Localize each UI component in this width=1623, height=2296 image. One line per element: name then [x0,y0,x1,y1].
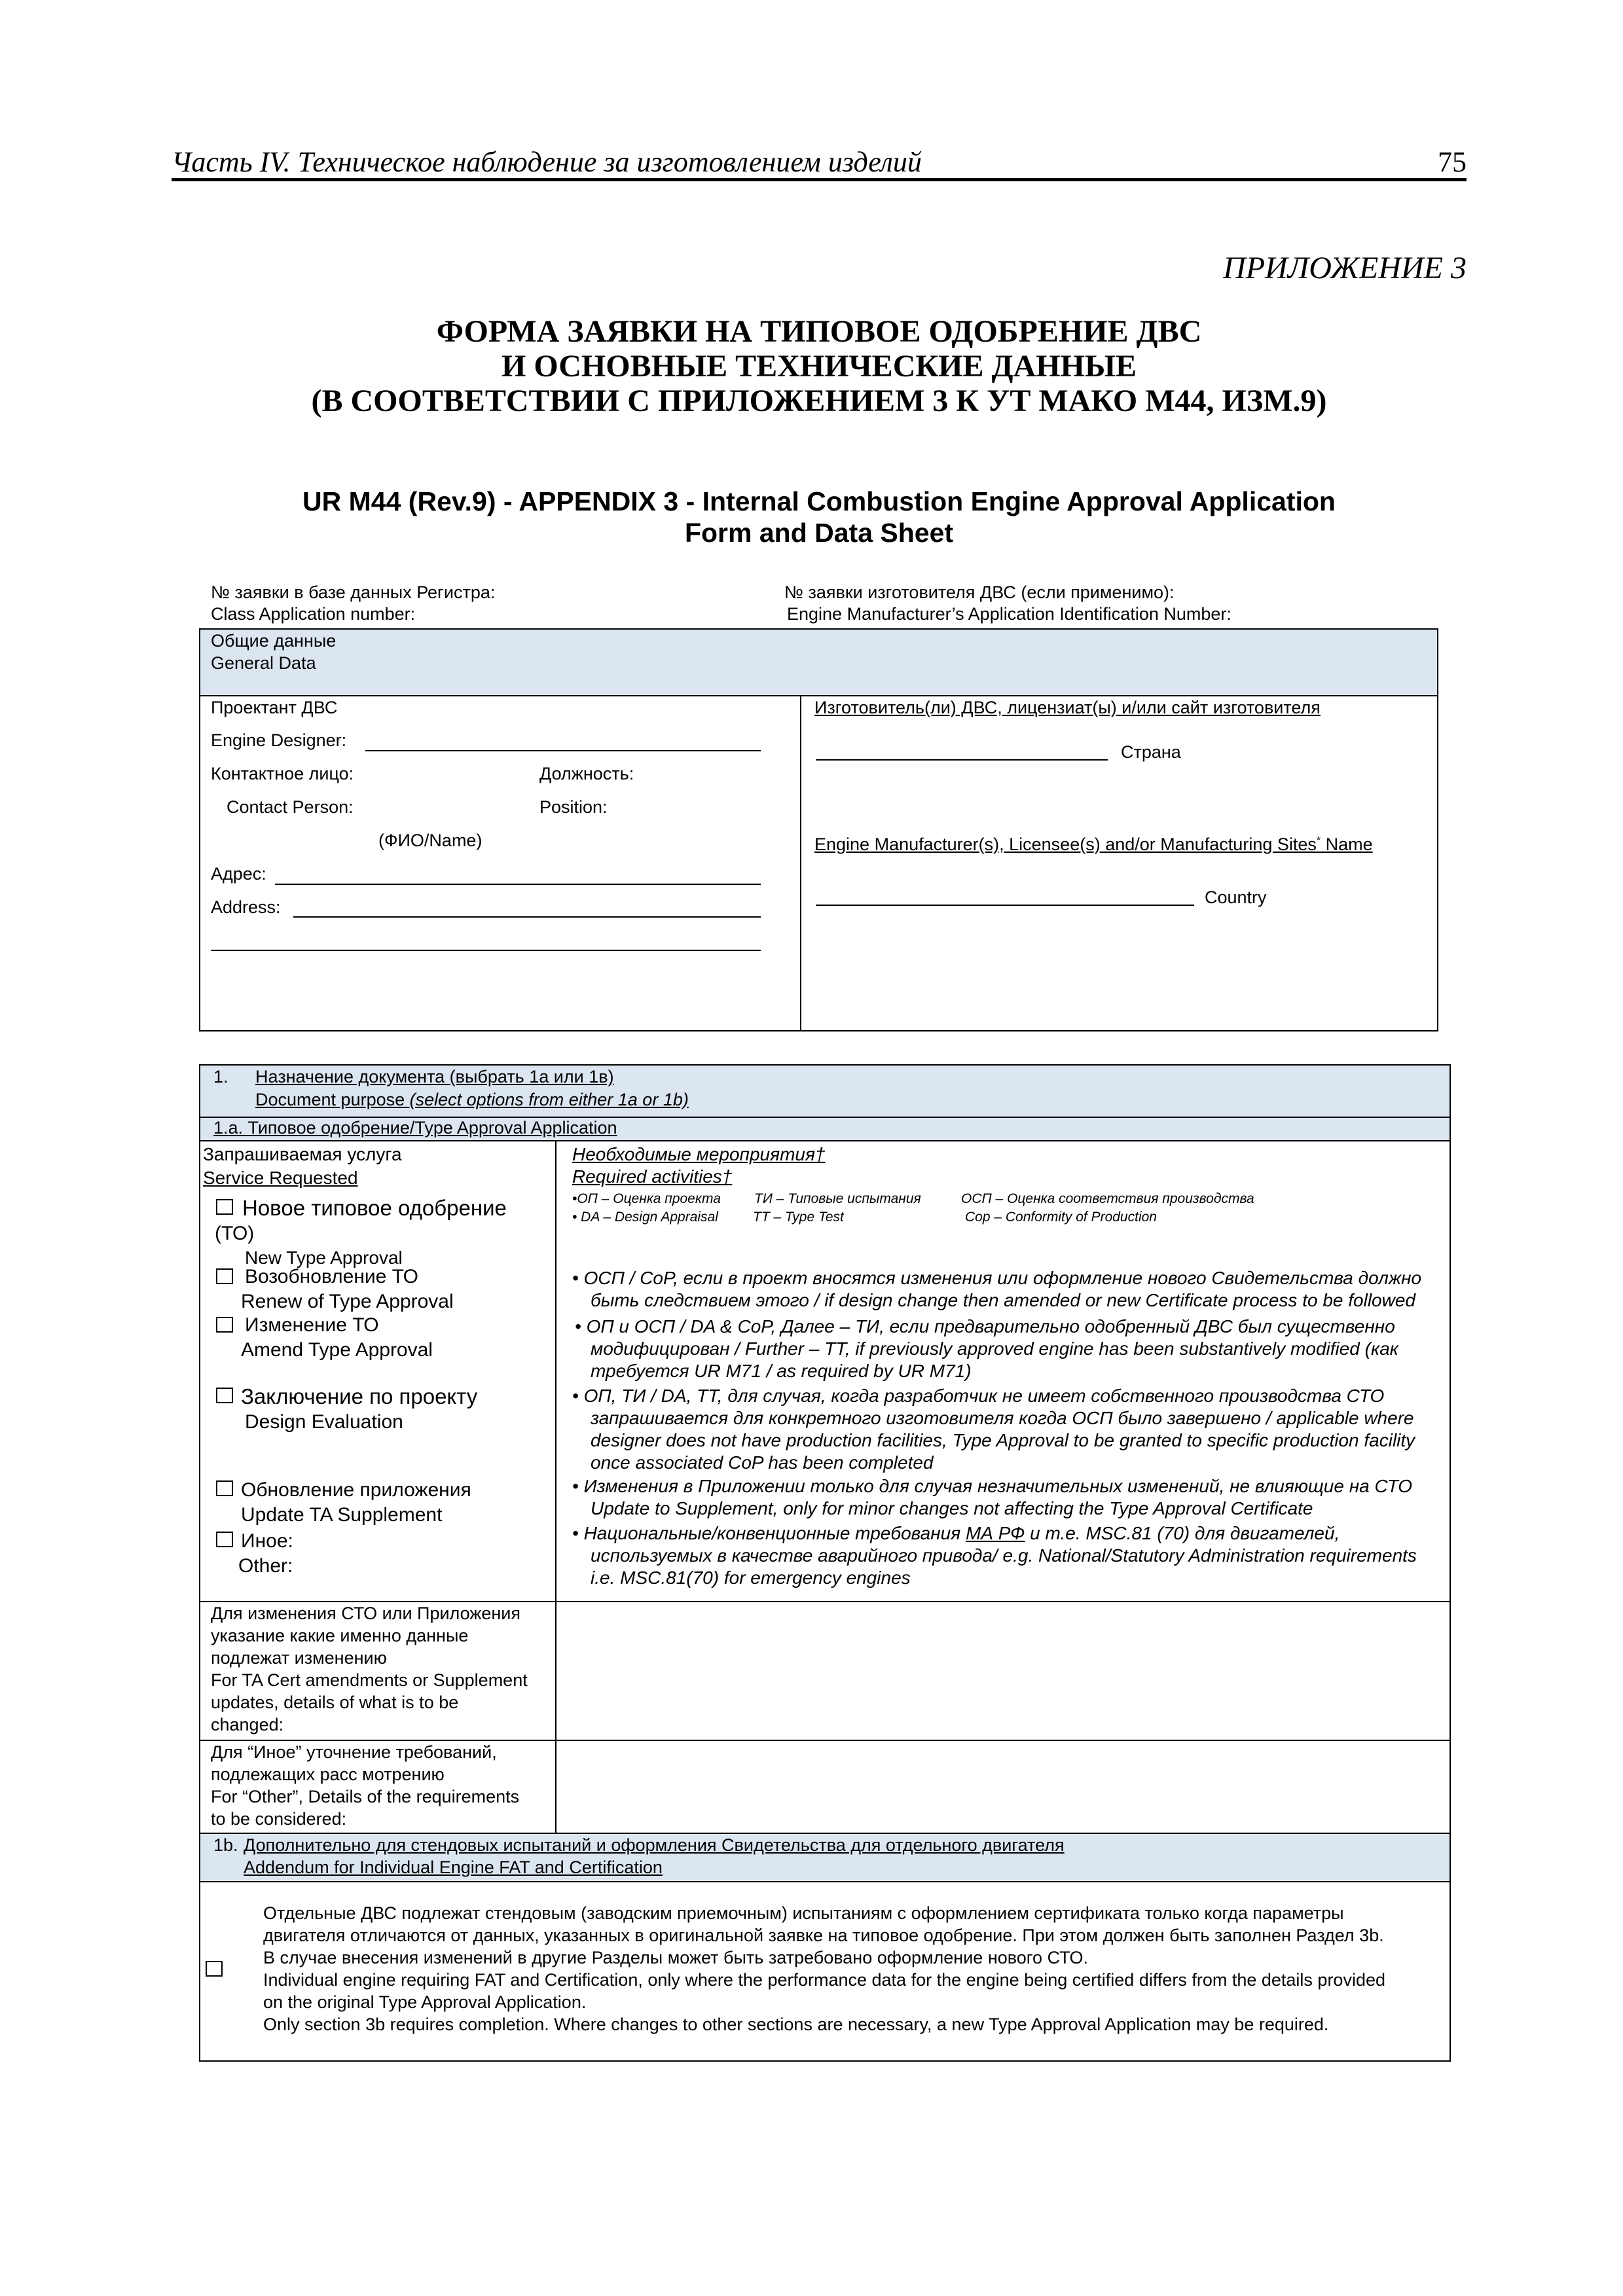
position-label-ru: Должность: [539,764,634,783]
individual-engine-fat-checkbox[interactable] [206,1961,223,1977]
activity-2-line3: требуется UR M71 / as required by UR M71) [591,1361,972,1381]
activity-3-line4: once associated CoP has been completed [591,1452,934,1473]
address-field-3[interactable] [211,950,761,951]
activity-3-line3: designer does not have production facilities, Type Approval to be granted to specific production facility [591,1430,1415,1450]
manufacturer-application-ru: № заявки изготовителя ДВС (если применимо): [784,583,1175,602]
update-supplement-checkbox[interactable] [216,1480,233,1496]
new-type-approval-ru: Новое типовое одобрение [242,1196,507,1220]
designer-label-ru: Проектант ДВС [211,698,338,717]
activity-5-line2: используемых в качестве аварийного привода/ e.g. National/Statutory Administration requirements [591,1545,1417,1566]
address-field-2[interactable] [293,916,761,918]
section1b-title-en: Addendum for Individual Engine FAT and Certification [244,1857,663,1877]
address-label-ru: Адрес: [211,864,266,884]
title-en [172,486,1467,548]
section1-purpose-ru: Назначение документа (выбрать 1а или 1в) [255,1067,614,1086]
renew-type-approval-ru: Возобновление ТО [245,1266,418,1287]
manufacturer-application-en: Engine Manufacturer’s Application Identification Number: [787,604,1231,624]
renew-type-approval-checkbox[interactable] [216,1268,233,1284]
page-number: 75 [1438,146,1467,178]
section1-number: 1. [213,1067,228,1086]
abbr-cop-en: Cop – Conformity of Production [965,1210,1157,1225]
new-type-approval-ru2: (ТО) [215,1223,255,1244]
section1b-title-ru: Дополнительно для стендовых испытаний и оформления Свидетельства для отдельного двигателя [244,1835,1065,1855]
new-type-approval-en: New Type Approval [245,1247,403,1268]
update-supplement-en: Update TA Supplement [241,1504,443,1526]
amend-type-approval-ru: Изменение ТО [245,1314,379,1336]
new-type-approval-checkbox[interactable] [216,1199,233,1215]
activity-5-line1: • Национальные/конвенционные требования МА РФ и т.е. MSC.81 (70) для двигателей, [572,1523,1340,1543]
general-data-header-en: General Data [211,653,316,673]
header-rule [172,178,1467,181]
activity-1-line2: быть следствием этого / if design change then amended or new Certificate process to be followed [591,1290,1415,1310]
manufacturer-label-ru: Изготовитель(ли) ДВС, лицензиат(ы) и/или сайт изготовителя [814,698,1321,717]
section1a-header: 1.a. Типовое одобрение/Type Approval Application [213,1118,617,1138]
address-label-en: Address: [211,897,281,917]
title-ru [172,314,1467,418]
title-en-line1: UR M44 (Rev.9) - APPENDIX 3 - Internal Combustion Engine Approval Application [302,486,1336,516]
country-label-ru: Страна [1121,742,1181,762]
activity-1-line1: • ОСП / CoP, если в проект вносятся изменения или оформление нового Свидетельства должно [572,1268,1422,1288]
other-details-label: Для “Иное” уточнение требований, подлежащих расс мотрению For “Other”, Details of the requirements to be considered: [211,1742,520,1829]
design-evaluation-checkbox[interactable] [216,1388,233,1403]
address-field-1[interactable] [275,884,761,885]
title-en-line2: Form and Data Sheet [684,518,954,548]
required-activities-ru: Необходимые мероприятия† [572,1144,826,1164]
activity-4-line2: Update to Supplement, only for minor changes not affecting the Type Approval Certificate [591,1498,1313,1518]
amend-details-label: Для изменения СТО или Приложения указание какие именно данные подлежат изменению For TA Cert amendments or Supplement updates, details of what is to be changed: [211,1604,528,1734]
other-ru: Иное: [241,1530,293,1552]
abbr-tt-en: TT – Type Test [753,1210,844,1225]
general-data-header-ru: Общие данные [211,631,337,651]
design-evaluation-en: Design Evaluation [245,1411,403,1433]
abbr-da-en: • DA – Design Appraisal [572,1210,718,1225]
manufacturer-country-field[interactable] [816,759,1108,761]
amend-type-approval-checkbox[interactable] [216,1317,233,1333]
abbr-da-ru: •ОП – Оценка проекта [572,1191,721,1206]
update-supplement-ru: Обновление приложения [241,1479,471,1501]
activity-5-line3: i.e. MSC.81(70) for emergency engines [591,1568,911,1588]
design-evaluation-ru: Заключение по проекту [241,1384,478,1408]
section1-purpose-en: Document purpose (select options from either 1a or 1b) [255,1090,689,1109]
service-requested-ru: Запрашиваемая услуга [203,1144,402,1164]
activity-3-line1: • ОП, ТИ / DA, TT, для случая, когда разработчик не имеет собственного производства СТО [572,1386,1385,1406]
activity-3-line2: запрашивается для конкретного изготовителя когда ОСП было завершено / applicable where [591,1408,1414,1428]
abbr-cop-ru: ОСП – Оценка соответствия производства [961,1191,1254,1206]
manufacturer-name-field[interactable] [816,905,1194,906]
service-requested-en: Service Requested [203,1168,358,1188]
name-hint: (ФИО/Name) [378,831,483,850]
title-ru-line3: (В СООТВЕТСТВИИ С ПРИЛОЖЕНИЕМ 3 К УТ МАКО М44, ИЗМ.9) [311,384,1327,418]
renew-type-approval-en: Renew of Type Approval [241,1291,454,1312]
running-title: Часть IV. Техническое наблюдение за изготовлением изделий [172,146,922,178]
general-data-header [200,630,1437,695]
activity-2-line1: • ОП и ОСП / DA & CoP, Далее – ТИ, если предварительно одобренный ДВС был существенно [575,1316,1395,1336]
other-en: Other: [238,1555,293,1577]
other-details-field[interactable] [558,1742,1448,1831]
appendix-label: ПРИЛОЖЕНИЕ 3 [1223,251,1467,285]
other-checkbox[interactable] [216,1532,233,1547]
title-ru-line2: И ОСНОВНЫЕ ТЕХНИЧЕСКИЕ ДАННЫЕ [501,349,1137,384]
manufacturer-label-en: Engine Manufacturer(s), Licensee(s) and/or Manufacturing Sites* Name [814,834,1373,854]
activity-2-line2: модифицирован / Further – TT, if previously approved engine has been substantively modified (как [591,1338,1398,1359]
required-activities-en: Required activities† [572,1166,733,1187]
activity-4-line1: • Изменения в Приложении только для случая незначительных изменений, не влияющие на СТО [572,1476,1413,1496]
amend-details-field[interactable] [558,1604,1448,1738]
class-application-ru: № заявки в базе данных Регистра: [211,583,496,602]
designer-field[interactable] [365,750,761,751]
section1b-number: 1b. [213,1835,238,1855]
class-application-en: Class Application number: [211,604,416,624]
contact-label-ru: Контактное лицо: [211,764,354,783]
amend-type-approval-en: Amend Type Approval [241,1339,433,1361]
title-ru-line1: ФОРМА ЗАЯВКИ НА ТИПОВОЕ ОДОБРЕНИЕ ДВС [436,314,1202,349]
position-label-en: Position: [539,797,608,817]
country-label-en: Country [1205,888,1267,907]
contact-label-en: Contact Person: [227,797,354,817]
abbr-tt-ru: ТИ – Типовые испытания [754,1191,921,1206]
fat-description: Отдельные ДВС подлежат стендовым (заводским приемочным) испытаниям с оформлением сертификата только когда параметры двигателя отличаются от данных, указанных в оригинальной заявке на типовое одобрение. При этом должен быть заполнен Раздел 3b. В случае внесения изменений в другие Разделы может быть затребовано оформление нового СТО. Individual engine requiring FAT and Certification, only where the performance data for the engine being certified differs from the details provided on the original Type Approval Application. Only section 3b requires completion. Where changes to other sections are necessary, a new Type Approval Application may be required. [263,1903,1385,2034]
designer-label-en: Engine Designer: [211,730,347,750]
